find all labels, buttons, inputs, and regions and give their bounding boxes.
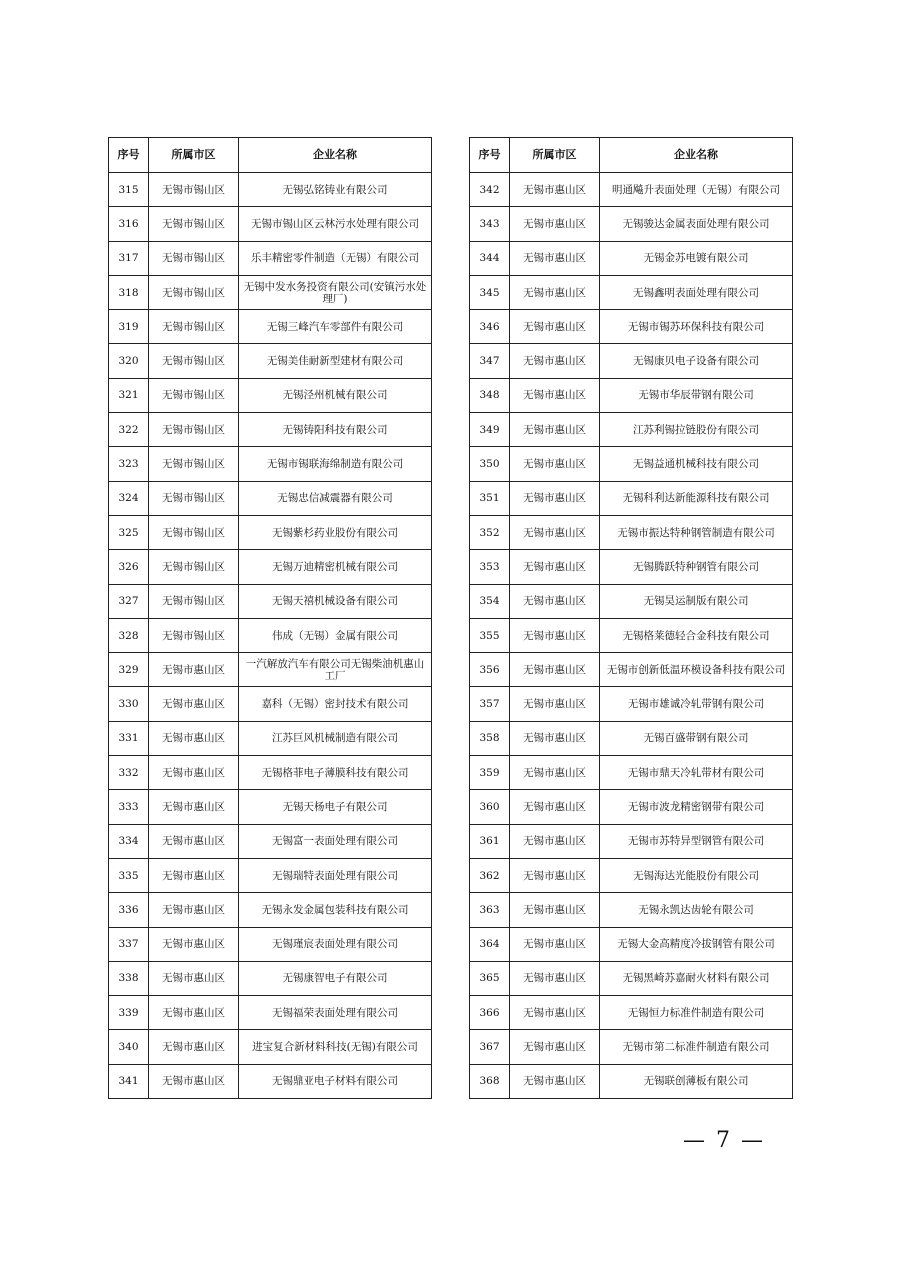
table-row — [109, 413, 432, 447]
row-number: 340 — [109, 1030, 149, 1064]
row-company: 无锡瑾宸表面处理有限公司 — [239, 927, 432, 961]
row-district: 无锡市惠山区 — [510, 893, 600, 927]
row-number: 325 — [109, 515, 149, 549]
row-number: 315 — [109, 173, 149, 207]
table-row — [470, 378, 793, 412]
row-number: 336 — [109, 893, 149, 927]
row-company: 无锡格菲电子薄膜科技有限公司 — [239, 756, 432, 790]
table-row — [470, 447, 793, 481]
table-row — [109, 653, 432, 687]
row-number: 329 — [109, 653, 149, 687]
table-row — [470, 790, 793, 824]
row-number: 335 — [109, 858, 149, 892]
row-company: 无锡康智电子有限公司 — [239, 961, 432, 995]
table-row — [470, 584, 793, 618]
row-district: 无锡市锡山区 — [149, 344, 239, 378]
table-row — [470, 858, 793, 892]
company-table-right — [469, 137, 793, 1099]
row-number: 324 — [109, 481, 149, 515]
row-district: 无锡市惠山区 — [149, 996, 239, 1030]
row-company: 无锡福荣表面处理有限公司 — [239, 996, 432, 1030]
row-district: 无锡市惠山区 — [510, 618, 600, 652]
row-number: 353 — [470, 550, 510, 584]
row-number: 354 — [470, 584, 510, 618]
row-number: 342 — [470, 173, 510, 207]
row-number: 362 — [470, 858, 510, 892]
row-number: 343 — [470, 207, 510, 241]
header-district: 所属市区 — [510, 138, 600, 173]
row-number: 333 — [109, 790, 149, 824]
row-number: 319 — [109, 310, 149, 344]
table-row — [470, 481, 793, 515]
table-row — [109, 550, 432, 584]
row-district: 无锡市锡山区 — [149, 378, 239, 412]
table-row — [109, 207, 432, 241]
table-row — [109, 344, 432, 378]
header-district: 所属市区 — [149, 138, 239, 173]
row-district: 无锡市惠山区 — [149, 1064, 239, 1098]
row-number: 332 — [109, 756, 149, 790]
row-number: 363 — [470, 893, 510, 927]
table-row — [470, 1030, 793, 1064]
row-district: 无锡市惠山区 — [149, 893, 239, 927]
row-company: 无锡瑞特表面处理有限公司 — [239, 858, 432, 892]
row-district: 无锡市惠山区 — [149, 927, 239, 961]
table-row — [109, 996, 432, 1030]
table-row — [109, 893, 432, 927]
table-row — [109, 173, 432, 207]
row-number: 356 — [470, 653, 510, 687]
table-row — [109, 618, 432, 652]
row-company: 嘉科（无锡）密封技术有限公司 — [239, 687, 432, 721]
row-number: 326 — [109, 550, 149, 584]
table-row — [470, 275, 793, 309]
row-district: 无锡市惠山区 — [510, 310, 600, 344]
table-row — [109, 241, 432, 275]
row-company: 无锡市波龙精密钢带有限公司 — [600, 790, 793, 824]
table-row — [470, 893, 793, 927]
row-district: 无锡市惠山区 — [510, 584, 600, 618]
table-row — [109, 515, 432, 549]
row-company: 无锡科利达新能源科技有限公司 — [600, 481, 793, 515]
row-company: 无锡金苏电镀有限公司 — [600, 241, 793, 275]
row-company: 无锡市第二标准件制造有限公司 — [600, 1030, 793, 1064]
row-company: 明通飚升表面处理（无锡）有限公司 — [600, 173, 793, 207]
row-district: 无锡市锡山区 — [149, 447, 239, 481]
row-district: 无锡市惠山区 — [510, 858, 600, 892]
row-number: 338 — [109, 961, 149, 995]
row-district: 无锡市惠山区 — [510, 344, 600, 378]
row-number: 347 — [470, 344, 510, 378]
table-row — [109, 858, 432, 892]
row-district: 无锡市惠山区 — [510, 687, 600, 721]
row-company: 无锡大金高精度冷拔钢管有限公司 — [600, 927, 793, 961]
row-company: 江苏利锡拉链股份有限公司 — [600, 413, 793, 447]
row-district: 无锡市惠山区 — [149, 721, 239, 755]
row-district: 无锡市惠山区 — [510, 378, 600, 412]
row-district: 无锡市惠山区 — [510, 927, 600, 961]
table-row — [470, 824, 793, 858]
header-no: 序号 — [109, 138, 149, 173]
table-row — [109, 584, 432, 618]
row-district: 无锡市惠山区 — [510, 996, 600, 1030]
header-company: 企业名称 — [239, 138, 432, 173]
row-district: 无锡市惠山区 — [149, 961, 239, 995]
row-number: 345 — [470, 275, 510, 309]
table-row — [470, 961, 793, 995]
row-company: 无锡市锡苏环保科技有限公司 — [600, 310, 793, 344]
row-company: 无锡海达光能股份有限公司 — [600, 858, 793, 892]
row-company: 无锡联创薄板有限公司 — [600, 1064, 793, 1098]
row-district: 无锡市锡山区 — [149, 515, 239, 549]
row-company: 无锡泾州机械有限公司 — [239, 378, 432, 412]
table-row — [109, 721, 432, 755]
row-number: 317 — [109, 241, 149, 275]
row-number: 350 — [470, 447, 510, 481]
row-company: 无锡市创新低温环模设备科技有限公司 — [600, 653, 793, 687]
table-row — [109, 481, 432, 515]
row-district: 无锡市惠山区 — [510, 241, 600, 275]
row-number: 348 — [470, 378, 510, 412]
row-number: 359 — [470, 756, 510, 790]
table-row — [470, 207, 793, 241]
row-company: 进宝复合新材料科技(无锡)有限公司 — [239, 1030, 432, 1064]
row-district: 无锡市锡山区 — [149, 550, 239, 584]
row-company: 无锡弘铭铸业有限公司 — [239, 173, 432, 207]
row-number: 337 — [109, 927, 149, 961]
row-district: 无锡市惠山区 — [149, 824, 239, 858]
row-company: 无锡昊运制版有限公司 — [600, 584, 793, 618]
row-company: 无锡市华辰带钢有限公司 — [600, 378, 793, 412]
row-company: 无锡市鼎天冷轧带材有限公司 — [600, 756, 793, 790]
row-district: 无锡市惠山区 — [149, 653, 239, 687]
row-company: 无锡市雄诚冷轧带钢有限公司 — [600, 687, 793, 721]
row-district: 无锡市惠山区 — [149, 1030, 239, 1064]
row-company: 无锡三峰汽车零部件有限公司 — [239, 310, 432, 344]
row-number: 361 — [470, 824, 510, 858]
row-company: 乐丰精密零件制造（无锡）有限公司 — [239, 241, 432, 275]
row-company: 无锡恒力标准件制造有限公司 — [600, 996, 793, 1030]
row-company: 无锡市苏特异型钢管有限公司 — [600, 824, 793, 858]
row-company: 无锡富一表面处理有限公司 — [239, 824, 432, 858]
table-header-row — [470, 138, 793, 173]
row-company: 无锡百盛带钢有限公司 — [600, 721, 793, 755]
row-district: 无锡市惠山区 — [510, 447, 600, 481]
row-number: 320 — [109, 344, 149, 378]
row-district: 无锡市惠山区 — [510, 756, 600, 790]
row-number: 323 — [109, 447, 149, 481]
table-row — [470, 515, 793, 549]
row-number: 364 — [470, 927, 510, 961]
row-company: 无锡黑崎苏嘉耐火材料有限公司 — [600, 961, 793, 995]
row-company: 无锡永凯达齿轮有限公司 — [600, 893, 793, 927]
row-district: 无锡市锡山区 — [149, 241, 239, 275]
row-number: 341 — [109, 1064, 149, 1098]
row-number: 360 — [470, 790, 510, 824]
row-district: 无锡市惠山区 — [510, 207, 600, 241]
row-district: 无锡市锡山区 — [149, 618, 239, 652]
row-district: 无锡市锡山区 — [149, 275, 239, 309]
header-company: 企业名称 — [600, 138, 793, 173]
row-number: 322 — [109, 413, 149, 447]
row-company: 无锡万迪精密机械有限公司 — [239, 550, 432, 584]
table-row — [109, 790, 432, 824]
row-number: 318 — [109, 275, 149, 309]
row-district: 无锡市惠山区 — [510, 413, 600, 447]
table-row — [109, 1030, 432, 1064]
table-row — [470, 550, 793, 584]
row-company: 无锡市锡山区云林污水处理有限公司 — [239, 207, 432, 241]
row-company: 伟成（无锡）金属有限公司 — [239, 618, 432, 652]
row-number: 367 — [470, 1030, 510, 1064]
row-number: 328 — [109, 618, 149, 652]
table-row — [109, 927, 432, 961]
row-number: 366 — [470, 996, 510, 1030]
row-district: 无锡市惠山区 — [510, 481, 600, 515]
row-number: 331 — [109, 721, 149, 755]
row-district: 无锡市锡山区 — [149, 584, 239, 618]
row-company: 无锡紫杉药业股份有限公司 — [239, 515, 432, 549]
table-row — [109, 378, 432, 412]
row-company: 无锡铸阳科技有限公司 — [239, 413, 432, 447]
row-district: 无锡市惠山区 — [510, 550, 600, 584]
row-district: 无锡市惠山区 — [510, 515, 600, 549]
row-company: 无锡骏达金属表面处理有限公司 — [600, 207, 793, 241]
row-number: 351 — [470, 481, 510, 515]
row-district: 无锡市锡山区 — [149, 413, 239, 447]
row-number: 339 — [109, 996, 149, 1030]
row-number: 327 — [109, 584, 149, 618]
table-row — [470, 173, 793, 207]
row-district: 无锡市惠山区 — [149, 858, 239, 892]
row-company: 无锡天禧机械设备有限公司 — [239, 584, 432, 618]
row-district: 无锡市锡山区 — [149, 207, 239, 241]
row-company: 无锡格莱德轻合金科技有限公司 — [600, 618, 793, 652]
table-row — [470, 721, 793, 755]
row-district: 无锡市惠山区 — [510, 790, 600, 824]
row-company: 无锡市锡联海绵制造有限公司 — [239, 447, 432, 481]
row-district: 无锡市惠山区 — [149, 756, 239, 790]
table-row — [470, 413, 793, 447]
table-row — [109, 687, 432, 721]
table-row — [109, 756, 432, 790]
row-district: 无锡市惠山区 — [510, 275, 600, 309]
row-company: 一汽解放汽车有限公司无锡柴油机惠山工厂 — [239, 653, 432, 687]
row-number: 321 — [109, 378, 149, 412]
row-district: 无锡市惠山区 — [510, 1030, 600, 1064]
row-company: 无锡市振达特种钢管制造有限公司 — [600, 515, 793, 549]
table-header-row — [109, 138, 432, 173]
row-district: 无锡市惠山区 — [510, 721, 600, 755]
table-row — [470, 653, 793, 687]
table-row — [470, 310, 793, 344]
row-number: 368 — [470, 1064, 510, 1098]
row-number: 316 — [109, 207, 149, 241]
table-row — [470, 344, 793, 378]
table-row — [470, 756, 793, 790]
row-company: 无锡康贝电子设备有限公司 — [600, 344, 793, 378]
header-no: 序号 — [470, 138, 510, 173]
row-company: 江苏巨风机械制造有限公司 — [239, 721, 432, 755]
company-table-left — [108, 137, 432, 1099]
row-district: 无锡市惠山区 — [510, 1064, 600, 1098]
table-row — [470, 687, 793, 721]
row-district: 无锡市锡山区 — [149, 310, 239, 344]
table-row — [470, 996, 793, 1030]
row-company: 无锡中发水务投资有限公司(安镇污水处理厂) — [239, 275, 432, 309]
row-number: 352 — [470, 515, 510, 549]
row-number: 344 — [470, 241, 510, 275]
row-number: 349 — [470, 413, 510, 447]
table-row — [109, 1064, 432, 1098]
row-number: 334 — [109, 824, 149, 858]
row-district: 无锡市锡山区 — [149, 481, 239, 515]
row-district: 无锡市惠山区 — [510, 173, 600, 207]
row-district: 无锡市惠山区 — [149, 687, 239, 721]
table-row — [109, 961, 432, 995]
table-row — [109, 447, 432, 481]
table-row — [470, 241, 793, 275]
table-row — [470, 1064, 793, 1098]
row-company: 无锡忠信减震器有限公司 — [239, 481, 432, 515]
row-number: 330 — [109, 687, 149, 721]
table-row — [109, 275, 432, 309]
table-row — [109, 310, 432, 344]
row-district: 无锡市惠山区 — [510, 824, 600, 858]
row-district: 无锡市惠山区 — [510, 961, 600, 995]
row-district: 无锡市惠山区 — [149, 790, 239, 824]
row-district: 无锡市锡山区 — [149, 173, 239, 207]
table-row — [470, 927, 793, 961]
table-row — [109, 824, 432, 858]
row-number: 358 — [470, 721, 510, 755]
row-number: 355 — [470, 618, 510, 652]
row-company: 无锡天杨电子有限公司 — [239, 790, 432, 824]
row-number: 357 — [470, 687, 510, 721]
row-company: 无锡美佳耐新型建材有限公司 — [239, 344, 432, 378]
row-company: 无锡鼎亚电子材料有限公司 — [239, 1064, 432, 1098]
row-company: 无锡益通机械科技有限公司 — [600, 447, 793, 481]
page-number: — 7 — — [683, 1128, 765, 1153]
row-company: 无锡永发金属包装科技有限公司 — [239, 893, 432, 927]
row-company: 无锡鑫明表面处理有限公司 — [600, 275, 793, 309]
row-district: 无锡市惠山区 — [510, 653, 600, 687]
row-number: 346 — [470, 310, 510, 344]
table-row — [470, 618, 793, 652]
row-company: 无锡腾跃特种钢管有限公司 — [600, 550, 793, 584]
row-number: 365 — [470, 961, 510, 995]
